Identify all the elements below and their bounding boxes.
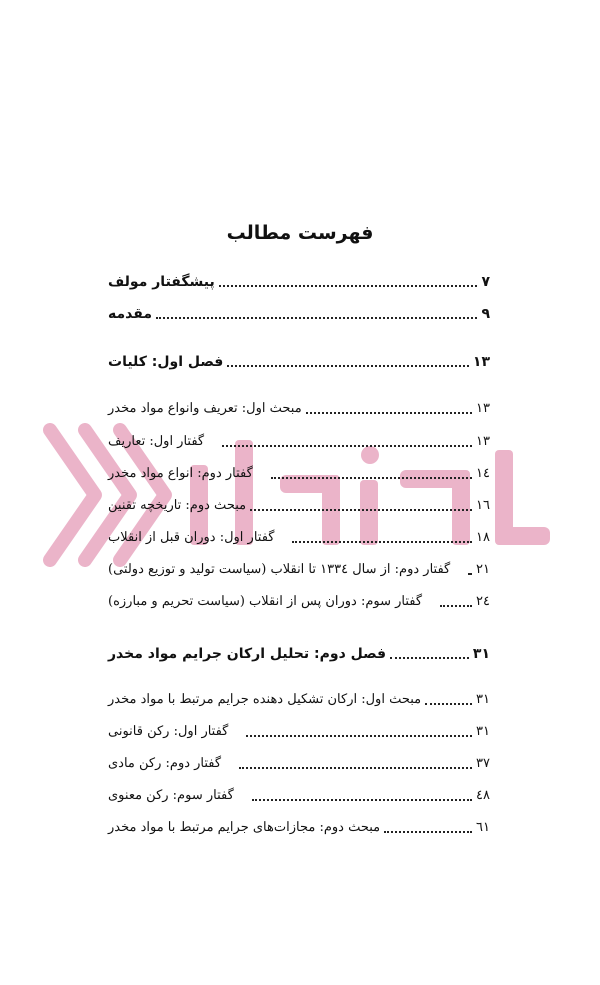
toc-title: فهرست مطالب xyxy=(226,222,374,244)
toc-entry[interactable] xyxy=(108,640,490,664)
toc-entry[interactable] xyxy=(108,348,490,372)
toc-dot-leader xyxy=(156,317,477,319)
toc-entry-label: مبحث اول: ارکان تشکیل دهنده جرایم مرتبط با مواد مخدر xyxy=(108,692,422,707)
toc-entry-label: فصل اول: کلیات xyxy=(108,354,224,370)
toc-entry-label: مقدمه xyxy=(108,306,152,322)
toc-entry-label: گفتار سوم: دوران پس از انقلاب (سیاست تحریم و مبارزه) xyxy=(108,594,423,609)
toc-dot-leader xyxy=(246,735,472,737)
toc-entry-page-number: ۲۱ xyxy=(476,562,490,577)
toc-entry-page-number: ۱۳ xyxy=(476,401,490,416)
toc-entry-page-number: ۱۳ xyxy=(476,434,490,449)
toc-entry-label: مبحث دوم: مجازات‌های جرایم مرتبط با مواد مخدر xyxy=(108,820,381,835)
toc-dot-leader xyxy=(384,831,472,833)
toc-dot-leader xyxy=(271,477,472,479)
toc-entry-label: گفتار دوم: از سال ۱۳۳٤ تا انقلاب (سیاست تولید و توزیع دولتی) xyxy=(108,562,451,577)
toc-dot-leader xyxy=(390,657,469,659)
toc-entry-label: گفتار دوم: رکن مادی xyxy=(108,756,222,771)
toc-entry-page-number: ۱۸ xyxy=(476,530,490,545)
toc-entry-label: مبحث دوم: تاریخچه تقنین xyxy=(108,498,247,513)
toc-entry-page-number: ۳۱ xyxy=(476,692,490,707)
toc-dot-leader xyxy=(219,285,478,287)
toc-entry-page-number: ٤۸ xyxy=(476,788,490,803)
toc-entry-page-number: ۲٤ xyxy=(476,594,490,609)
toc-entry-page-number: ۹ xyxy=(481,306,490,322)
toc-entry-page-number: ٦۱ xyxy=(476,820,490,835)
toc-dot-leader xyxy=(292,541,472,543)
toc-entry[interactable] xyxy=(108,492,490,516)
toc-entry[interactable] xyxy=(108,395,490,419)
toc-entry[interactable] xyxy=(108,428,490,452)
toc-entry[interactable] xyxy=(108,782,490,806)
toc-entry-label: گفتار دوم: انواع مواد مخدر xyxy=(108,466,253,481)
toc-entry-label: فصل دوم: تحلیل ارکان جرایم مواد مخدر xyxy=(108,646,387,662)
toc-entry-page-number: ۱٤ xyxy=(476,466,490,481)
toc-entry-label: گفتار اول: رکن قانونی xyxy=(108,724,229,739)
toc-entry[interactable] xyxy=(108,524,490,548)
toc-entry-page-number: ۳۱ xyxy=(476,724,490,739)
toc-entry-page-number: ۳۱ xyxy=(472,646,490,662)
toc-entry[interactable] xyxy=(108,556,490,580)
toc-dot-leader xyxy=(239,767,472,769)
toc-entry-label: گفتار اول: دوران قبل از انقلاب xyxy=(108,530,275,545)
toc-entry-page-number: ۱٦ xyxy=(476,498,490,513)
toc-dot-leader xyxy=(440,605,472,607)
toc-entry-page-number: ۳۷ xyxy=(476,756,490,771)
toc-entry-page-number: ۷ xyxy=(481,274,490,290)
toc-entry-page-number: ۱۳ xyxy=(472,354,490,370)
toc-entry[interactable] xyxy=(108,588,490,612)
toc-dot-leader xyxy=(227,365,469,367)
toc-entry[interactable] xyxy=(108,718,490,742)
toc-entry[interactable] xyxy=(108,814,490,838)
toc-dot-leader xyxy=(250,509,472,511)
toc-entry[interactable] xyxy=(108,268,490,292)
toc-dot-leader xyxy=(425,703,472,705)
toc-entry-label: پیشگفتار مولف xyxy=(108,274,215,290)
toc-entry-label: مبحث اول: تعریف وانواع مواد مخدر xyxy=(108,401,302,416)
toc-entry[interactable] xyxy=(108,686,490,710)
toc-entry[interactable] xyxy=(108,460,490,484)
toc-dot-leader xyxy=(222,445,472,447)
toc-entry-label: گفتار اول: تعاریف xyxy=(108,434,205,449)
toc-dot-leader xyxy=(468,573,472,575)
toc-dot-leader xyxy=(252,799,472,801)
toc-entry[interactable] xyxy=(108,300,490,324)
toc-dot-leader xyxy=(306,412,472,414)
toc-entry[interactable] xyxy=(108,750,490,774)
toc-entry-label: گفتار سوم: رکن معنوی xyxy=(108,788,234,803)
